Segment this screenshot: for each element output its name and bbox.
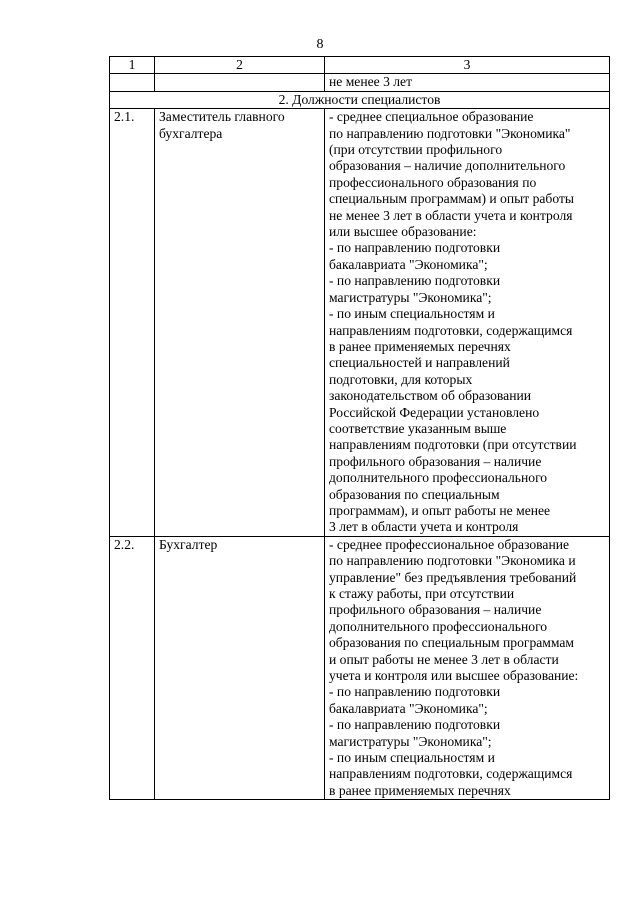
position-title: Заместитель главного бухгалтера: [155, 109, 325, 537]
continuation-text: не менее 3 лет: [325, 74, 610, 91]
table-row: [110, 109, 610, 537]
column-header-3: 3: [325, 57, 610, 74]
requirements-text: - среднее профессиональное образование по направлению подготовки "Экономика и управление" без предъявления требований к стажу работы, при отсутствии профильного образования – наличие дополнительного профессионального образования по специальным программам и опыт работы не менее 3 лет в области учета и контроля или высшее образование: - по направлению подготовки бакалавриата "Экономика"; - по направлению подготовки магистратуры "Экономика"; - по иным специальностям и направлениям подготовки, содержащимся в ранее применяемых перечнях: [325, 536, 610, 800]
column-header-1: 1: [110, 57, 155, 74]
position-title: Бухгалтер: [155, 536, 325, 800]
requirements-text: - среднее специальное образование по направлению подготовки "Экономика" (при отсутствии профильного образования – наличие дополнительного профессионального образования по специальным программам) и опыт работы не менее 3 лет в области учета и контроля или высшее образование: - по направлению подготовки бакалавриата "Экономика"; - по направлению подготовки магистратуры "Экономика"; - по иным специальностям и направлениям подготовки, содержащимся в ранее применяемых перечнях специальностей и направлений подготовки, для которых законодательством об образовании Российской Федерации установлено соответствие указанным выше направлениям подготовки (при отсутствии профильного образования – наличие дополнительного профессионального образования по специальным программам), и опыт работы не менее 3 лет в области учета и контроля: [325, 109, 610, 537]
continuation-empty-cell-1: [110, 74, 155, 91]
page-number: 8: [316, 37, 324, 52]
qualification-requirements-table: [109, 56, 610, 800]
section-title-row: [110, 91, 610, 108]
row-number: 2.1.: [110, 109, 155, 537]
column-header-2: 2: [155, 57, 325, 74]
row-number: 2.2.: [110, 536, 155, 800]
table-row: [110, 536, 610, 800]
continuation-row: [110, 74, 610, 91]
continuation-empty-cell-2: [155, 74, 325, 91]
section-title: 2. Должности специалистов: [110, 91, 610, 108]
table-header-row: [110, 57, 610, 74]
